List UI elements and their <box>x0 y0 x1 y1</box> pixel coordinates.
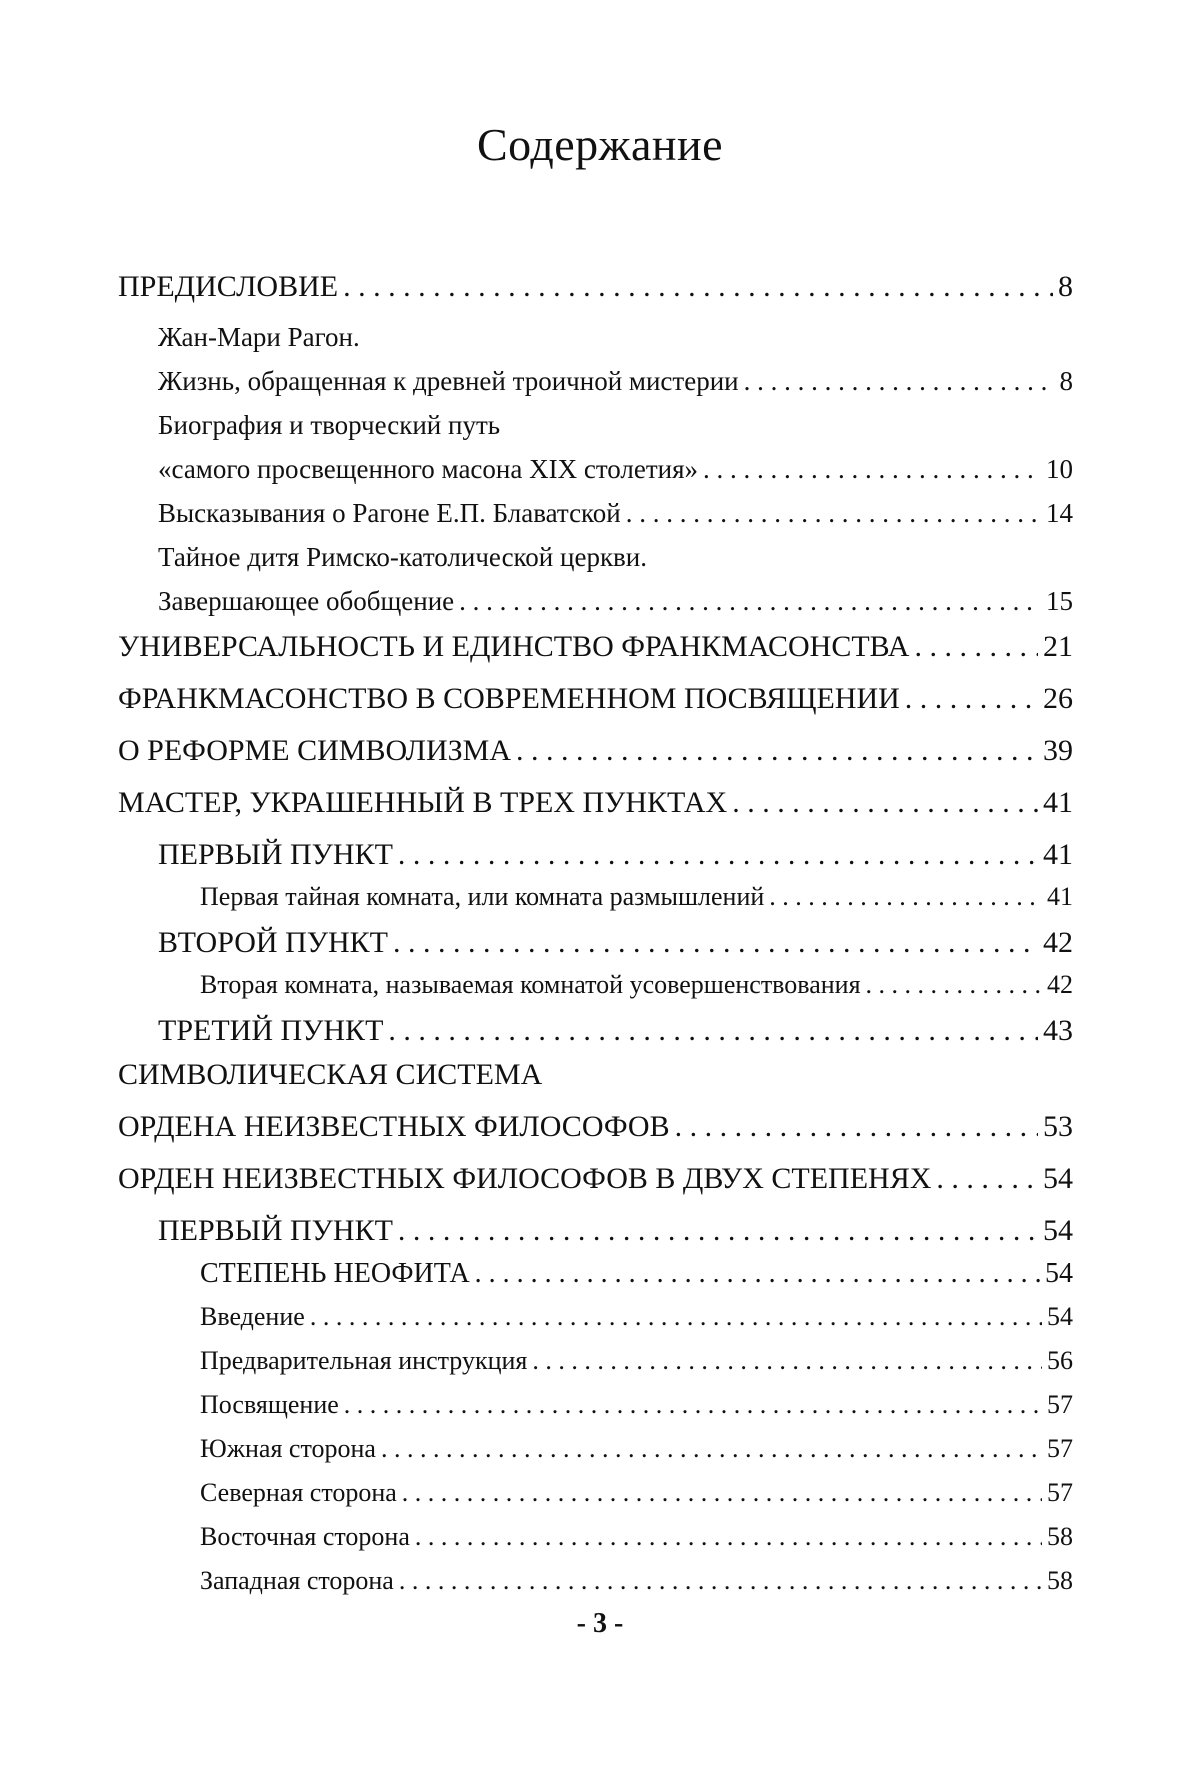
toc-leader <box>905 682 1038 716</box>
toc-entry-title: Южная сторона <box>200 1434 376 1463</box>
toc-leader <box>769 882 1042 912</box>
toc-entry-title: О РЕФОРМЕ СИМВОЛИЗМА <box>118 734 512 767</box>
toc-leader <box>936 1162 1038 1196</box>
toc-entry <box>118 630 1073 682</box>
toc-entry-title: Восточная сторона <box>200 1522 410 1551</box>
toc-entry <box>118 586 1073 630</box>
toc-entry-title: Западная сторона <box>200 1566 394 1595</box>
toc-entry-page: 57 <box>1047 1390 1073 1419</box>
toc-entry-page: 57 <box>1047 1434 1073 1463</box>
toc-entry-page: 57 <box>1047 1478 1073 1507</box>
toc-entry <box>118 838 1073 882</box>
toc-entry-title: СИМВОЛИЧЕСКАЯ СИСТЕМА <box>118 1058 543 1091</box>
page-number: - 3 - <box>576 1608 624 1639</box>
toc-entry <box>118 1058 1073 1110</box>
toc-entry-page: 54 <box>1045 1258 1073 1289</box>
toc-entry <box>118 734 1073 786</box>
toc-entry-title: ОРДЕН НЕИЗВЕСТНЫХ ФИЛОСОФОВ В ДВУХ СТЕПЕНЯХ <box>118 1162 932 1195</box>
toc-entry-title: МАСТЕР, УКРАШЕННЫЙ В ТРЕХ ПУНКТАХ <box>118 786 728 819</box>
toc-leader <box>399 1566 1042 1596</box>
toc-entry-title: ТРЕТИЙ ПУНКТ <box>158 1014 384 1047</box>
toc-leader <box>626 498 1041 529</box>
toc-entry <box>118 682 1073 734</box>
toc-entry-title: Вторая комната, называемая комнатой усовершенствования <box>200 970 861 999</box>
toc-entry-title: ФРАНКМАСОНСТВО В СОВРЕМЕННОМ ПОСВЯЩЕНИИ <box>118 682 900 715</box>
toc-entry-page: 58 <box>1047 1522 1073 1551</box>
toc-entry-page: 10 <box>1046 454 1073 484</box>
toc-entry-title: УНИВЕРСАЛЬНОСТЬ И ЕДИНСТВО ФРАНКМАСОНСТВА <box>118 630 910 663</box>
toc-leader <box>516 734 1038 768</box>
toc-entry-page: 42 <box>1047 970 1073 999</box>
toc-entry-title: Биография и творческий путь <box>158 410 501 440</box>
toc-entry <box>118 1014 1073 1058</box>
toc-entry-page: 43 <box>1043 1014 1073 1047</box>
toc-entry <box>118 1214 1073 1258</box>
toc-entry-title: «самого просвещенного масона XIX столетия» <box>158 454 699 484</box>
toc-entry <box>118 1478 1073 1522</box>
toc-entry-page: 42 <box>1043 926 1073 959</box>
toc-entry-title: Первая тайная комната, или комната размышлений <box>200 882 765 911</box>
toc-entry-page: 39 <box>1043 734 1073 767</box>
toc-leader <box>675 1110 1038 1144</box>
toc-entry-page: 54 <box>1047 1302 1073 1331</box>
toc-entry <box>118 882 1073 926</box>
toc-entry-title: Жизнь, обращенная к древней троичной мистерии <box>158 366 739 396</box>
toc-leader <box>310 1302 1042 1332</box>
toc-entry-page: 15 <box>1046 586 1073 616</box>
toc-entry-page: 54 <box>1043 1162 1073 1195</box>
toc-entry-title: Жан-Мари Рагон. <box>158 322 360 352</box>
table-of-contents <box>118 270 1073 1610</box>
toc-entry-page: 8 <box>1058 270 1073 303</box>
toc-entry <box>118 1434 1073 1478</box>
toc-entry-page: 41 <box>1047 882 1073 911</box>
toc-leader <box>703 454 1041 485</box>
toc-entry <box>118 322 1073 366</box>
toc-entry-page: 54 <box>1043 1214 1073 1247</box>
toc-entry-title: ПЕРВЫЙ ПУНКТ <box>158 838 393 871</box>
toc-entry <box>118 1162 1073 1214</box>
toc-entry <box>118 1110 1073 1162</box>
toc-entry-page: 21 <box>1043 630 1073 663</box>
toc-entry <box>118 270 1073 322</box>
toc-entry <box>118 1258 1073 1302</box>
page-title: Содержание <box>476 119 724 170</box>
toc-leader <box>732 786 1038 820</box>
toc-leader <box>914 630 1038 664</box>
toc-leader <box>381 1434 1042 1464</box>
toc-entry-title: Северная сторона <box>200 1478 397 1507</box>
toc-entry-page: 58 <box>1047 1566 1073 1595</box>
toc-entry-title: ПЕРВЫЙ ПУНКТ <box>158 1214 393 1247</box>
toc-entry <box>118 1566 1073 1610</box>
toc-entry-title: Введение <box>200 1302 305 1331</box>
toc-entry-title: Тайное дитя Римско-католической церкви. <box>158 542 648 572</box>
toc-leader <box>402 1478 1042 1508</box>
toc-leader <box>744 366 1055 397</box>
toc-entry-title: Посвящение <box>200 1390 339 1419</box>
toc-entry <box>118 1302 1073 1346</box>
toc-leader <box>475 1258 1040 1290</box>
toc-entry <box>118 1390 1073 1434</box>
toc-entry-title: Завершающее обобщение <box>158 586 455 616</box>
toc-entry <box>118 410 1073 454</box>
toc-leader <box>415 1522 1042 1552</box>
toc-leader <box>398 838 1038 872</box>
toc-entry-page: 26 <box>1043 682 1073 715</box>
toc-entry-title: ВТОРОЙ ПУНКТ <box>158 926 388 959</box>
toc-leader <box>343 270 1053 304</box>
toc-leader <box>459 586 1041 617</box>
toc-entry <box>118 1522 1073 1566</box>
toc-entry-title: ПРЕДИСЛОВИЕ <box>118 270 339 303</box>
toc-leader <box>388 1014 1038 1048</box>
toc-entry <box>118 454 1073 498</box>
toc-entry-page: 8 <box>1059 366 1073 396</box>
toc-entry <box>118 366 1073 410</box>
toc-entry-title: СТЕПЕНЬ НЕОФИТА <box>200 1258 470 1289</box>
toc-entry <box>118 542 1073 586</box>
toc-entry-page: 14 <box>1046 498 1073 528</box>
toc-leader <box>532 1346 1042 1376</box>
toc-entry-title: Высказывания о Рагоне Е.П. Блаватской <box>158 498 621 528</box>
toc-entry-page: 41 <box>1043 838 1073 871</box>
toc-entry-page: 56 <box>1047 1346 1073 1375</box>
toc-entry <box>118 926 1073 970</box>
toc-leader <box>393 926 1038 960</box>
toc-entry <box>118 970 1073 1014</box>
toc-entry <box>118 1346 1073 1390</box>
toc-entry-title: ОРДЕНА НЕИЗВЕСТНЫХ ФИЛОСОФОВ <box>118 1110 670 1143</box>
toc-entry-title: Предварительная инструкция <box>200 1346 528 1375</box>
toc-leader <box>866 970 1042 1000</box>
toc-entry <box>118 498 1073 542</box>
toc-leader <box>398 1214 1038 1248</box>
toc-entry-page: 41 <box>1043 786 1073 819</box>
toc-entry-page: 53 <box>1043 1110 1073 1143</box>
toc-entry <box>118 786 1073 838</box>
toc-leader <box>344 1390 1042 1420</box>
